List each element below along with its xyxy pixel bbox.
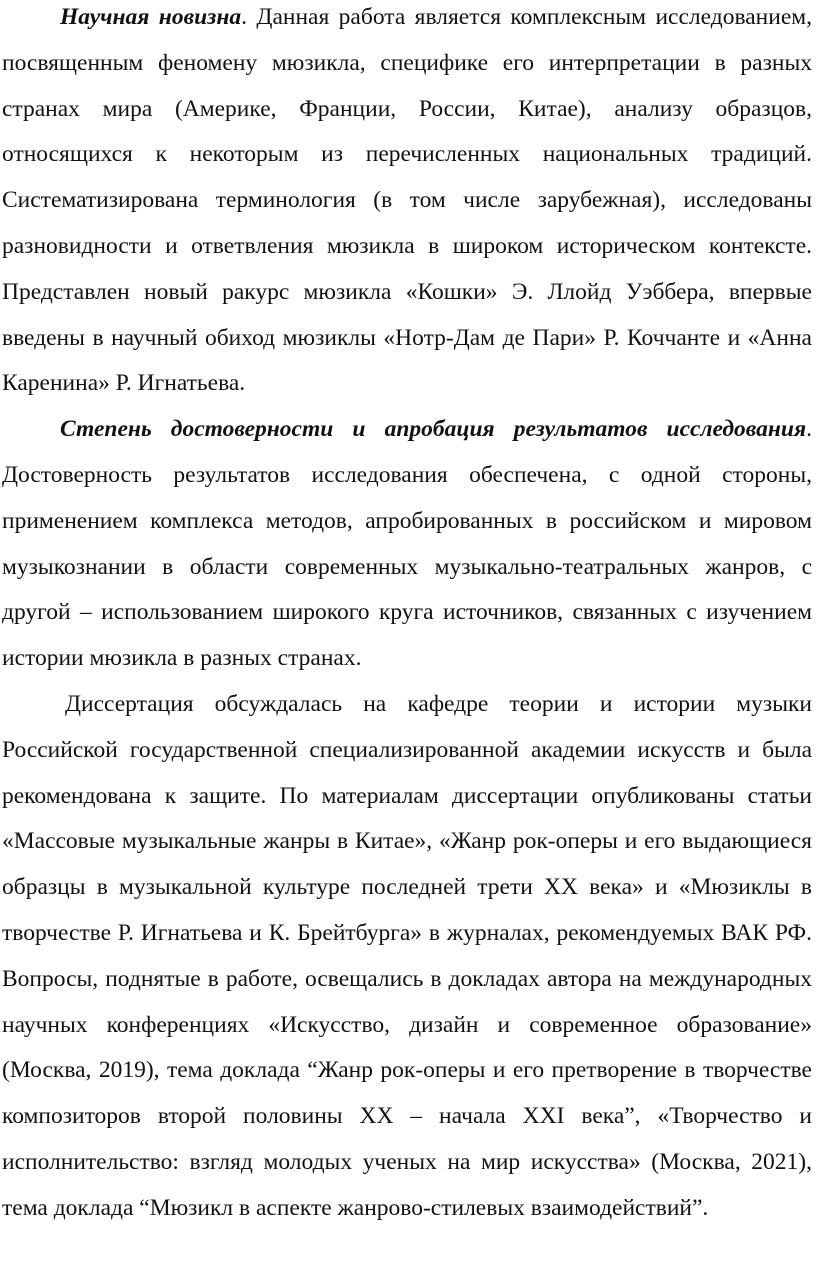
document-page [2,0,812,1232]
paragraph-text-reliability: . Достоверность результатов исследования обеспечена, с одной стороны, применением комплекса методов, апробированных в российском и мировом музыкознании в области современных музыкально-театральных жанров, с другой – использованием широкого круга источников, связанных с изучением истории мюзикла в разных странах. [2,416,812,672]
paragraph-lead-reliability: Степень достоверности и апробация результатов исследования [60,416,807,443]
paragraph-text-dissertation-discussion: Диссертация обсуждалась на кафедре теории и истории музыки Российской государственной специализированной академии искусств и была рекомендована к защите. По материалам диссертации опубликованы статьи «Массовые музыкальные жанры в Китае», «Жанр рок-оперы и его выдающиеся образцы в музыкальной культуре последней трети XX века» и «Мюзиклы в творчестве Р. Игнатьева и К. Брейтбурга» в журналах, рекомендуемых ВАК РФ. Вопросы, поднятые в работе, освещались в докладах автора на международных научных конференциях «Искусство, дизайн и современное образование» (Москва, 2019), тема доклада “Жанр рок-оперы и его претворение в творчестве композиторов второй половины XX – начала XXI века”, «Творчество и исполнительство: взгляд молодых ученых на мир искусства» (Москва, 2021), тема доклада “Мюзикл в аспекте жанрово-стилевых взаимодействий”. [2,690,812,1221]
paragraph-text-scientific-novelty: . Данная работа является комплексным исследованием, посвященным феномену мюзикла, специфике его интерпретации в разных странах мира (Америке, Франции, России, Китае), анализу образцов, относящихся к некоторым из перечисленных национальных традиций. Систематизирована терминология (в том числе зарубежная), исследованы разновидности и ответвления мюзикла в широком историческом контексте. Представлен новый ракурс мюзикла «Кошки» Э. Ллойд Уэббера, впервые введены в научный обиход мюзиклы «Нотр-Дам де Пари» Р. Коччанте и «Анна Каренина» Р. Игнатьева. [2,4,813,397]
paragraph-lead-scientific-novelty: Научная новизна [60,4,242,30]
paragraph-scientific-novelty [2,0,812,407]
paragraph-reliability [2,407,812,682]
paragraph-dissertation-discussion [2,682,812,1232]
